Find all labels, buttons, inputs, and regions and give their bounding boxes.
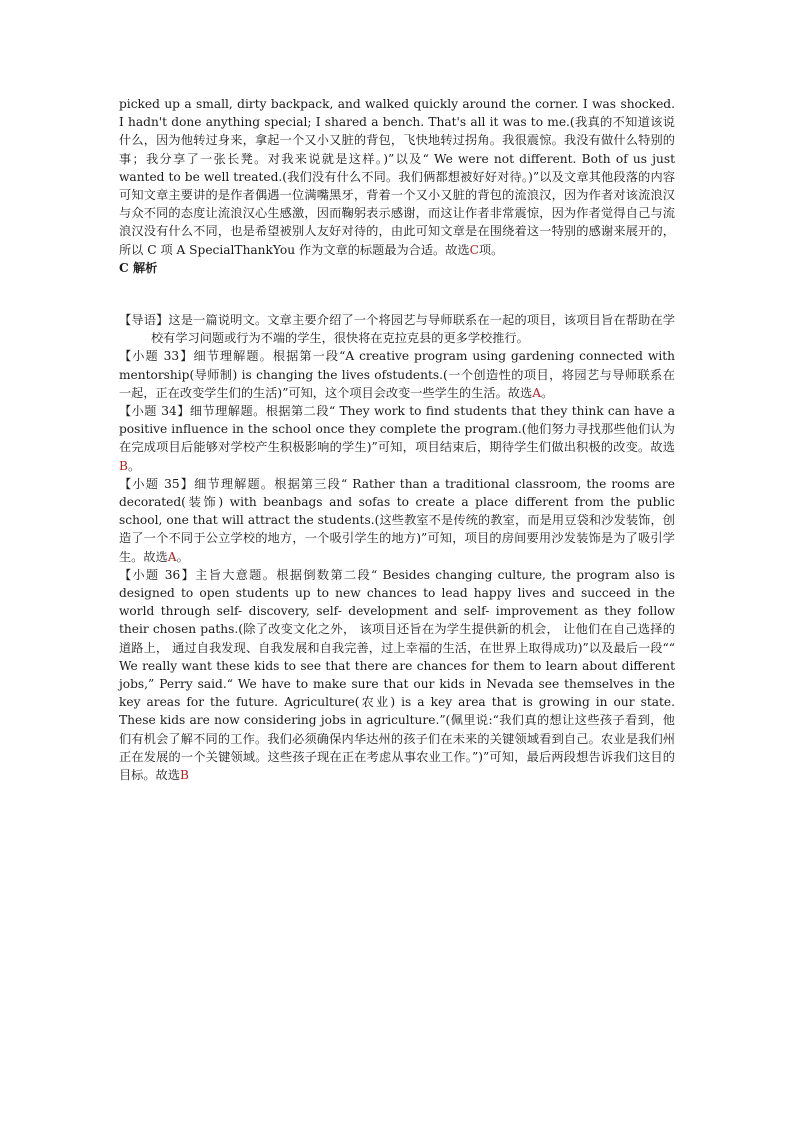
answer-letter: A [532, 385, 541, 400]
section-heading: C 解析 [119, 260, 158, 275]
question-34-paragraph [119, 402, 675, 475]
question-text: 【小题 35】细节理解题。根据第三段“ Rather than a traditional classroom, the rooms are decorated(装饰) with beanbags and sofas to create a place different from the public school, one that will attract the students.(这些教室不是传统的教室，而是用豆袋和沙发装饰，创造了一个不同于公立学校的地方，一个吸引学生的地方)”可知，项目的房间要用沙发装饰是为了吸引学生。故选 [119, 476, 675, 564]
intro-block [119, 95, 675, 277]
answer-letter: B [179, 768, 189, 783]
question-text: 【小题 34】细节理解题。根据第二段“ They work to find students that they think can have a positive influence in the school once they complete the program.(他们努力寻找那些他们认为在完成项目后能够对学校产生积极影响的学生)”可知，项目结束后，期待学生们做出积极的改变。故选 [119, 404, 675, 455]
question-36-paragraph [119, 566, 675, 784]
intro-text: picked up a small, dirty backpack, and walked quickly around the corner. I was shocked. I hadn't done anything special; I shared a bench. That's all it was to me.(我真的不知道该说什么，因为他转过身来，拿起一个又小又脏的背包，飞快地转过拐角。我很震惊。我没有做什么特别的事；我分享了一张长凳。对我来说就是这样。)”以及“ We were not different. Both of us just wanted to be well treated.(我们没有什么不同。我们俩都想被好好对待。)”以及文章其他段落的内容可知文章主要讲的是作者偶遇一位满嘴黑牙，背着一个又小又脏的背包的流浪汉，因为作者对该流浪汉与众不同的态度让流浪汉心生感激，因而鞠躬表示感谢，而这让作者非常震惊，因为作者觉得自己与流浪汉没有什么不同，也是希望被别人友好对待的，由此可知文章是在围绕着这一特别的感谢来展开的，所以 C 项 A SpecialThankYou 作为文章的标题最为合适。故选 [119, 97, 675, 257]
question-tail: 。 [541, 385, 554, 400]
question-35-paragraph [119, 475, 675, 566]
intro-paragraph [119, 95, 675, 259]
question-tail: 。 [176, 549, 189, 564]
answer-letter: C [469, 242, 479, 257]
intro-tail: 项。 [478, 242, 504, 257]
question-text: 【小题 33】细节理解题。根据第一段“A creative program using gardening connected with mentorship(导师制) is changing the lives ofstudents.(一个创造性的项目，将园艺与导师联系在一起，正在改变学生们的生活)”可知，这个项目会改变一些学生的生活。故选 [119, 349, 675, 400]
answer-letter: B [119, 458, 128, 473]
guide-paragraph: 【导语】这是一篇说明文。文章主要介绍了一个将园艺与导师联系在一起的项目，该项目旨在帮助在学校有学习问题或行为不端的学生，很快将在克拉克县的更多学校推行。 [119, 313, 675, 346]
question-tail: 。 [127, 458, 141, 473]
question-33-paragraph [119, 347, 675, 402]
analysis-block [119, 311, 675, 784]
question-text: 【小题 36】主旨大意题。根据倒数第二段“ Besides changing culture, the program also is designed to open students up to new chances to lead happy lives and succeed in the world through self- discovery, self- development and self- improvement as they follow their chosen paths.(除了改变文化之外， 该项目还旨在为学生提供新的机会， 让他们在自己选择的道路上， 通过自我发现、自我发展和自我完善，过上幸福的生活，在世界上取得成功)”以及最后一段““ We really want these kids to see that there are chances for them to learn about different jobs,” Perry said.“ We have to make sure that our kids in Nevada see themselves in the key areas for the future. Agriculture(农业) is a key area that is growing in our state. These kids are now considering jobs in agriculture.”(佩里说:“我们真的想让这些孩子看到，他们有机会了解不同的工作。我们必须确保内华达州的孩子们在未来的关键领域看到自己。农业是我们州正在发展的一个关键领域。这些孩子现在正在考虑从事农业工作。”)”可知，最后两段想告诉我们这目的目标。故选 [119, 567, 675, 783]
answer-letter: A [167, 549, 177, 564]
